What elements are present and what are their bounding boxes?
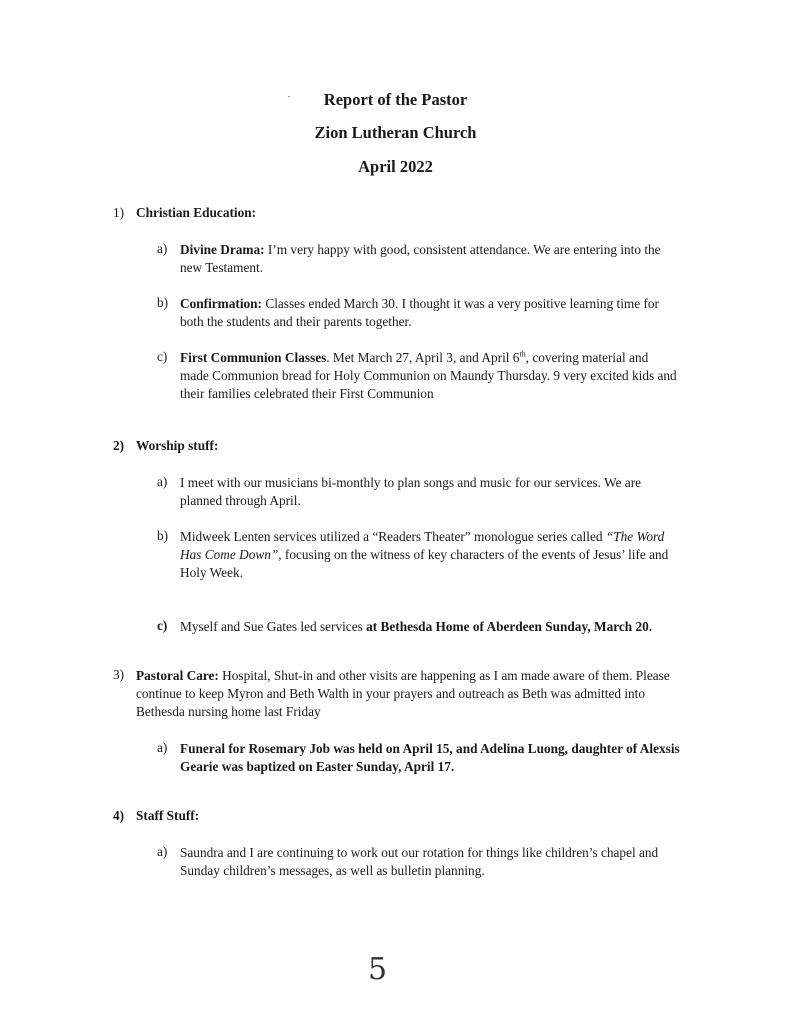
section-title: Worship stuff: [136,438,219,453]
item-text: I’m very happy with good, consistent attendance. We are entering into the new Testament. [180,242,661,275]
item-bold-text: at Bethesda Home of Aberdeen Sunday, March 20. [366,619,653,634]
section-number: 3) [113,667,125,682]
list-item-first-communion [180,349,680,403]
item-text: focusing on the witness of key characters of the events of Jesus’ life and Holy Week. [180,547,669,580]
item-marker: b) [157,528,169,543]
item-label: First Communion Classes [180,350,327,365]
item-marker: a) [157,474,168,489]
item-marker: a) [157,844,168,859]
list-item-divine-drama [180,241,680,277]
item-text: Myself and Sue Gates led services [180,619,367,634]
item-marker: a) [157,241,168,256]
report-date: April 2022 [358,157,433,176]
series-title: “The Word Has Come Down”, [180,529,665,562]
item-text: . Met March 27, April 3, and April 6 [326,350,520,365]
section-text: Hospital, Shut-in and other visits are happening as I am made aware of them. Please continue to keep Myron and Beth Walth in your prayers and outreach as Beth was admitted into Bethesda nursing home last Friday [136,668,670,719]
list-item-confirmation [180,295,680,331]
item-bold-text: Funeral for Rosemary Job was held on April 15, and Adelina Luong, daughter of Alexsis Gearie was baptized on Easter Sunday, April 17. [180,741,680,774]
pastoral-care-paragraph [136,667,684,721]
list-item-musicians [180,474,680,510]
item-text: , covering material and made Communion bread for Holy Communion on Maundy Thursday. 9 very excited kids and their families celebrated their First Communion [180,350,677,401]
section-title: Staff Stuff: [136,808,200,823]
item-marker: b) [157,295,169,310]
section-number: 1) [113,205,125,220]
item-text: Classes ended March 30. I thought it was a very positive learning time for both the students and their parents together. [180,296,659,329]
section-number: 4) [113,808,125,823]
item-marker: c) [157,349,168,364]
page-number: 5 [368,952,388,987]
list-item-bethesda-services [180,618,680,636]
item-text: Midweek Lenten services utilized a “Readers Theater” monologue series called [180,529,606,544]
item-text: I meet with our musicians bi-monthly to plan songs and music for our services. We are planned through April. [180,475,642,508]
list-item-saundra [180,844,680,880]
item-marker: c) [157,618,168,633]
section-number: 2) [113,438,125,453]
item-label: Confirmation: [180,296,262,311]
list-item-lenten-services [180,528,680,582]
list-item-funeral-baptism [180,740,690,776]
section-title: Christian Education: [136,205,257,220]
item-text: Saundra and I are continuing to work out our rotation for things like children’s chapel and Sunday children’s messages, as well as bulletin planning. [180,845,659,878]
report-title: Report of the Pastor [323,90,468,109]
superscript: th [519,349,526,359]
church-name: Zion Lutheran Church [314,123,477,142]
item-label: Divine Drama: [180,242,265,257]
item-marker: a) [157,740,168,755]
section-title: Pastoral Care: [136,668,219,683]
